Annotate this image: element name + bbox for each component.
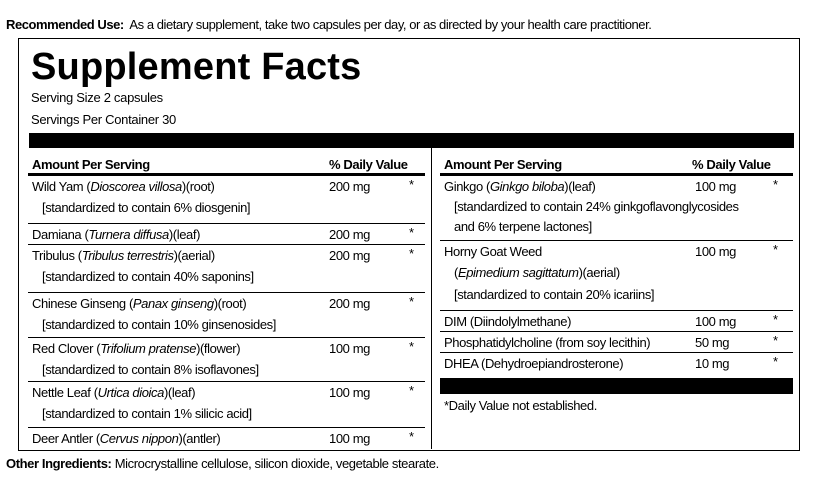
daily-value-mark: *: [773, 177, 778, 192]
recommended-use: [6, 17, 651, 32]
ingredient-common-name: Red Clover: [32, 341, 94, 356]
amount-per-serving: 100 mg: [695, 314, 736, 329]
serving-size: Serving Size 2 capsules: [31, 90, 163, 105]
ingredient-common-name: Damiana: [32, 227, 82, 242]
standardization-note: [standardized to contain 6% diosgenin]: [42, 200, 251, 215]
ingredient-plant-part: (flower): [200, 341, 241, 356]
recommended-use-text: As a dietary supplement, take two capsules per day, or as directed by your health care practitioner.: [129, 17, 652, 32]
standardization-note-cont: and 6% terpene lactones]: [454, 219, 592, 234]
ingredient-common-name: DHEA (Dehydroepiandrosterone): [444, 356, 624, 371]
nutrient-row: [440, 176, 793, 241]
ingredient-common-name: Nettle Leaf: [32, 385, 91, 400]
recommended-use-label: Recommended Use:: [6, 17, 124, 32]
daily-value-mark: *: [409, 339, 414, 354]
right-column-header: [440, 147, 793, 176]
ingredient-common-name: Chinese Ginseng: [32, 296, 126, 311]
left-rows: [28, 176, 425, 450]
nutrient-row: [440, 311, 793, 332]
nutrient-row: [440, 332, 793, 353]
column-divider: [431, 147, 432, 449]
ingredient-common-name: Wild Yam: [32, 179, 84, 194]
amount-per-serving: 100 mg: [329, 385, 370, 400]
ingredient-plant-part: (aerial): [177, 248, 215, 263]
amount-per-serving: 50 mg: [695, 335, 730, 350]
ingredient-common-name: Horny Goat Weed: [444, 244, 542, 259]
standardization-note: [standardized to contain 40% saponins]: [42, 269, 254, 284]
ingredient-common-name: DIM (Diindolylmethane): [444, 314, 572, 329]
thick-divider-bar: [29, 133, 794, 148]
right-header-amount: Amount Per Serving: [444, 157, 562, 172]
daily-value-mark: *: [773, 354, 778, 369]
nutrient-row: [28, 245, 425, 293]
nutrient-row: [440, 241, 793, 311]
daily-value-mark: *: [409, 246, 414, 261]
servings-per-container: Servings Per Container 30: [31, 112, 176, 127]
ingredient-name: [444, 244, 542, 259]
amount-per-serving: 100 mg: [695, 179, 736, 194]
ingredient-latin-name: Turnera diffusa: [88, 227, 169, 242]
daily-value-footnote: *Daily Value not established.: [444, 398, 597, 413]
amount-per-serving: 200 mg: [329, 179, 370, 194]
ingredient-latin-name: Dioscorea villosa: [90, 179, 182, 194]
ingredient-common-name: Phosphatidylcholine (from soy lecithin): [444, 335, 651, 350]
ingredient-name: [444, 335, 650, 350]
daily-value-mark: *: [409, 383, 414, 398]
ingredient-plant-part: (root): [217, 296, 247, 311]
ingredient-name: Wild Yam (Dioscorea villosa)(root): [32, 179, 215, 194]
right-bottom-bar: [440, 378, 793, 394]
ingredient-latin-name: Epimedium sagittatum: [457, 265, 579, 280]
nutrient-row: [28, 176, 425, 224]
ingredient-name: Damiana (Turnera diffusa)(leaf): [32, 227, 201, 242]
nutrient-row: [440, 353, 793, 373]
ingredient-plant-part: (antler): [182, 431, 221, 446]
standardization-note: [standardized to contain 24% ginkgoflavonglycosides: [454, 199, 739, 214]
daily-value-mark: *: [409, 177, 414, 192]
daily-value-mark: *: [773, 312, 778, 327]
ingredient-common-name: Ginkgo: [444, 179, 483, 194]
right-nutrient-column: [440, 147, 793, 373]
ingredient-name: Nettle Leaf (Urtica dioica)(leaf): [32, 385, 196, 400]
amount-per-serving: 200 mg: [329, 248, 370, 263]
ingredient-latin-line: (Epimedium sagittatum)(aerial): [454, 265, 620, 280]
ingredient-latin-name: Ginkgo biloba: [489, 179, 565, 194]
other-ingredients: [6, 456, 439, 471]
nutrient-row: [28, 338, 425, 382]
other-ingredients-text: Microcrystalline cellulose, silicon dioxide, vegetable stearate.: [114, 456, 439, 471]
right-rows: [440, 176, 793, 373]
daily-value-mark: *: [409, 429, 414, 444]
ingredient-latin-name: Urtica dioica: [97, 385, 164, 400]
left-header-amount: Amount Per Serving: [32, 157, 150, 172]
amount-per-serving: 10 mg: [695, 356, 730, 371]
ingredient-common-name: Tribulus: [32, 248, 75, 263]
nutrient-row: [28, 293, 425, 338]
amount-per-serving: 100 mg: [695, 244, 736, 259]
ingredient-latin-name: Tribulus terrestris: [81, 248, 174, 263]
ingredient-plant-part: (aerial): [582, 265, 620, 280]
other-ingredients-label: Other Ingredients:: [6, 456, 112, 471]
nutrient-row: [28, 428, 425, 450]
nutrient-row: [28, 382, 425, 428]
ingredient-latin-name: Panax ginseng: [132, 296, 214, 311]
left-column-header: [28, 147, 425, 176]
standardization-note: [standardized to contain 20% icariins]: [454, 287, 655, 302]
amount-per-serving: 200 mg: [329, 296, 370, 311]
daily-value-mark: *: [409, 294, 414, 309]
ingredient-latin-name: Trifolium pratense: [100, 341, 197, 356]
standardization-note: [standardized to contain 8% isoflavones]: [42, 362, 259, 377]
amount-per-serving: 200 mg: [329, 227, 370, 242]
ingredient-name: Deer Antler (Cervus nippon)(antler): [32, 431, 221, 446]
left-header-dv: % Daily Value: [329, 157, 408, 172]
nutrient-row: [28, 224, 425, 245]
daily-value-mark: *: [773, 242, 778, 257]
amount-per-serving: 100 mg: [329, 431, 370, 446]
daily-value-mark: *: [773, 333, 778, 348]
panel-title: Supplement Facts: [31, 46, 362, 88]
ingredient-name: [444, 314, 571, 329]
amount-per-serving: 100 mg: [329, 341, 370, 356]
ingredient-latin-name: Cervus nippon: [99, 431, 179, 446]
ingredient-name: Ginkgo (Ginkgo biloba)(leaf): [444, 179, 596, 194]
standardization-note: [standardized to contain 10% ginsenosides]: [42, 317, 276, 332]
daily-value-mark: *: [409, 225, 414, 240]
ingredient-name: Red Clover (Trifolium pratense)(flower): [32, 341, 241, 356]
ingredient-name: [444, 356, 623, 371]
right-header-dv: % Daily Value: [692, 157, 771, 172]
ingredient-name: Chinese Ginseng (Panax ginseng)(root): [32, 296, 247, 311]
ingredient-plant-part: (leaf): [568, 179, 596, 194]
left-nutrient-column: [28, 147, 425, 450]
ingredient-plant-part: (root): [185, 179, 215, 194]
ingredient-name: Tribulus (Tribulus terrestris)(aerial): [32, 248, 215, 263]
ingredient-plant-part: (leaf): [167, 385, 196, 400]
ingredient-common-name: Deer Antler: [32, 431, 93, 446]
ingredient-plant-part: (leaf): [172, 227, 201, 242]
standardization-note: [standardized to contain 1% silicic acid]: [42, 406, 252, 421]
